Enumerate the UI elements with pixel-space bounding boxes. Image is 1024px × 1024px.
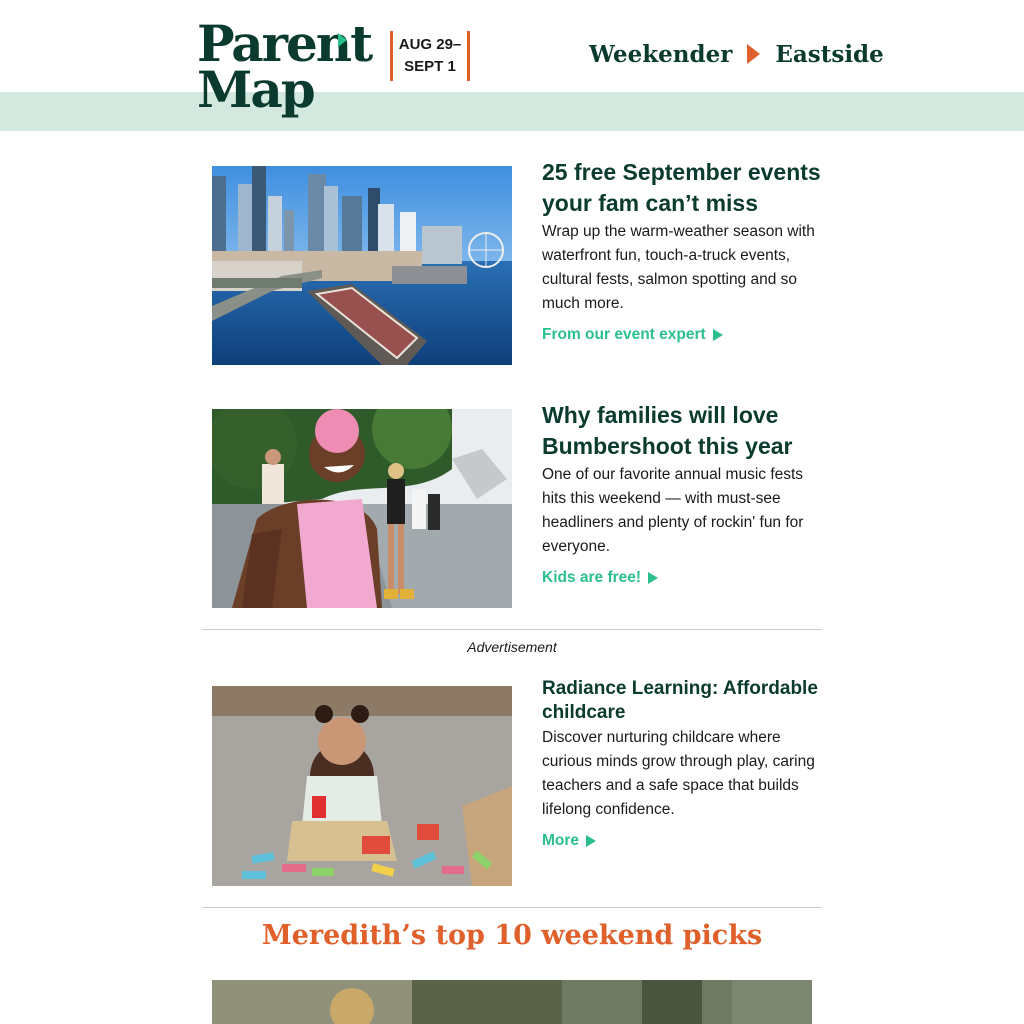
- top-picks-photo: [212, 980, 812, 1024]
- header: [0, 0, 1024, 131]
- article-text-block: [542, 677, 824, 850]
- bumbershoot-skaters-photo: [212, 409, 512, 608]
- section-divider: [202, 907, 822, 908]
- play-arrow-icon: [648, 572, 658, 584]
- toddler-playing-photo: [212, 686, 512, 886]
- edition-label: [589, 38, 884, 70]
- article-text-block: [542, 157, 824, 344]
- seattle-waterfront-photo: [212, 166, 512, 365]
- sponsored-headline[interactable]: Radiance Learning: Affordable childcare: [542, 678, 818, 723]
- section-divider: [202, 629, 822, 630]
- article-headline[interactable]: Why families will love Bumbershoot this year: [542, 402, 793, 459]
- article-image-roller-skaters[interactable]: [212, 409, 512, 608]
- article-image-seattle-waterfront[interactable]: [212, 166, 512, 365]
- date-start: AUG 29–: [398, 36, 462, 53]
- logo-play-icon: [338, 33, 347, 47]
- article-cta-link[interactable]: [542, 326, 824, 344]
- article-text-block: [542, 400, 824, 587]
- edition-weekender: Weekender: [589, 40, 733, 68]
- parentmap-logo[interactable]: [197, 14, 372, 122]
- edition-region: Eastside: [775, 40, 884, 68]
- article-cta-link[interactable]: [542, 569, 824, 587]
- top-picks-section-title: Meredith’s top 10 weekend picks: [261, 920, 763, 951]
- article-headline[interactable]: 25 free September events your fam can’t miss: [542, 159, 821, 216]
- article-blurb: Wrap up the warm-weather season with waterfront fun, touch-a-truck events, cultural fests, salmon spotting and so much more.: [542, 223, 815, 312]
- article-image-toddler-blocks[interactable]: [212, 686, 512, 886]
- play-arrow-icon: [713, 329, 723, 341]
- article-blurb: One of our favorite annual music fests hits this weekend — with must-see headliners and plenty of rockin' fun for everyone.: [542, 466, 804, 555]
- play-arrow-icon: [586, 835, 596, 847]
- cta-label: More: [542, 832, 580, 849]
- top-picks-hero-image[interactable]: [212, 980, 812, 1024]
- edition-arrow-icon: [747, 44, 760, 64]
- sponsored-more-link[interactable]: [542, 832, 824, 850]
- header-band: [0, 92, 1024, 131]
- issue-date-range: [390, 31, 470, 81]
- cta-label: From our event expert: [542, 326, 706, 343]
- sponsored-blurb: Discover nurturing childcare where curious minds grow through play, caring teachers and a safe space that builds lifelong confidence.: [542, 729, 815, 818]
- date-end: SEPT 1: [404, 58, 456, 75]
- logo-word-map: Map: [197, 60, 314, 119]
- logo-word-parent: Parent: [197, 14, 372, 73]
- cta-label: Kids are free!: [542, 569, 642, 586]
- advertisement-label: Advertisement: [467, 639, 557, 655]
